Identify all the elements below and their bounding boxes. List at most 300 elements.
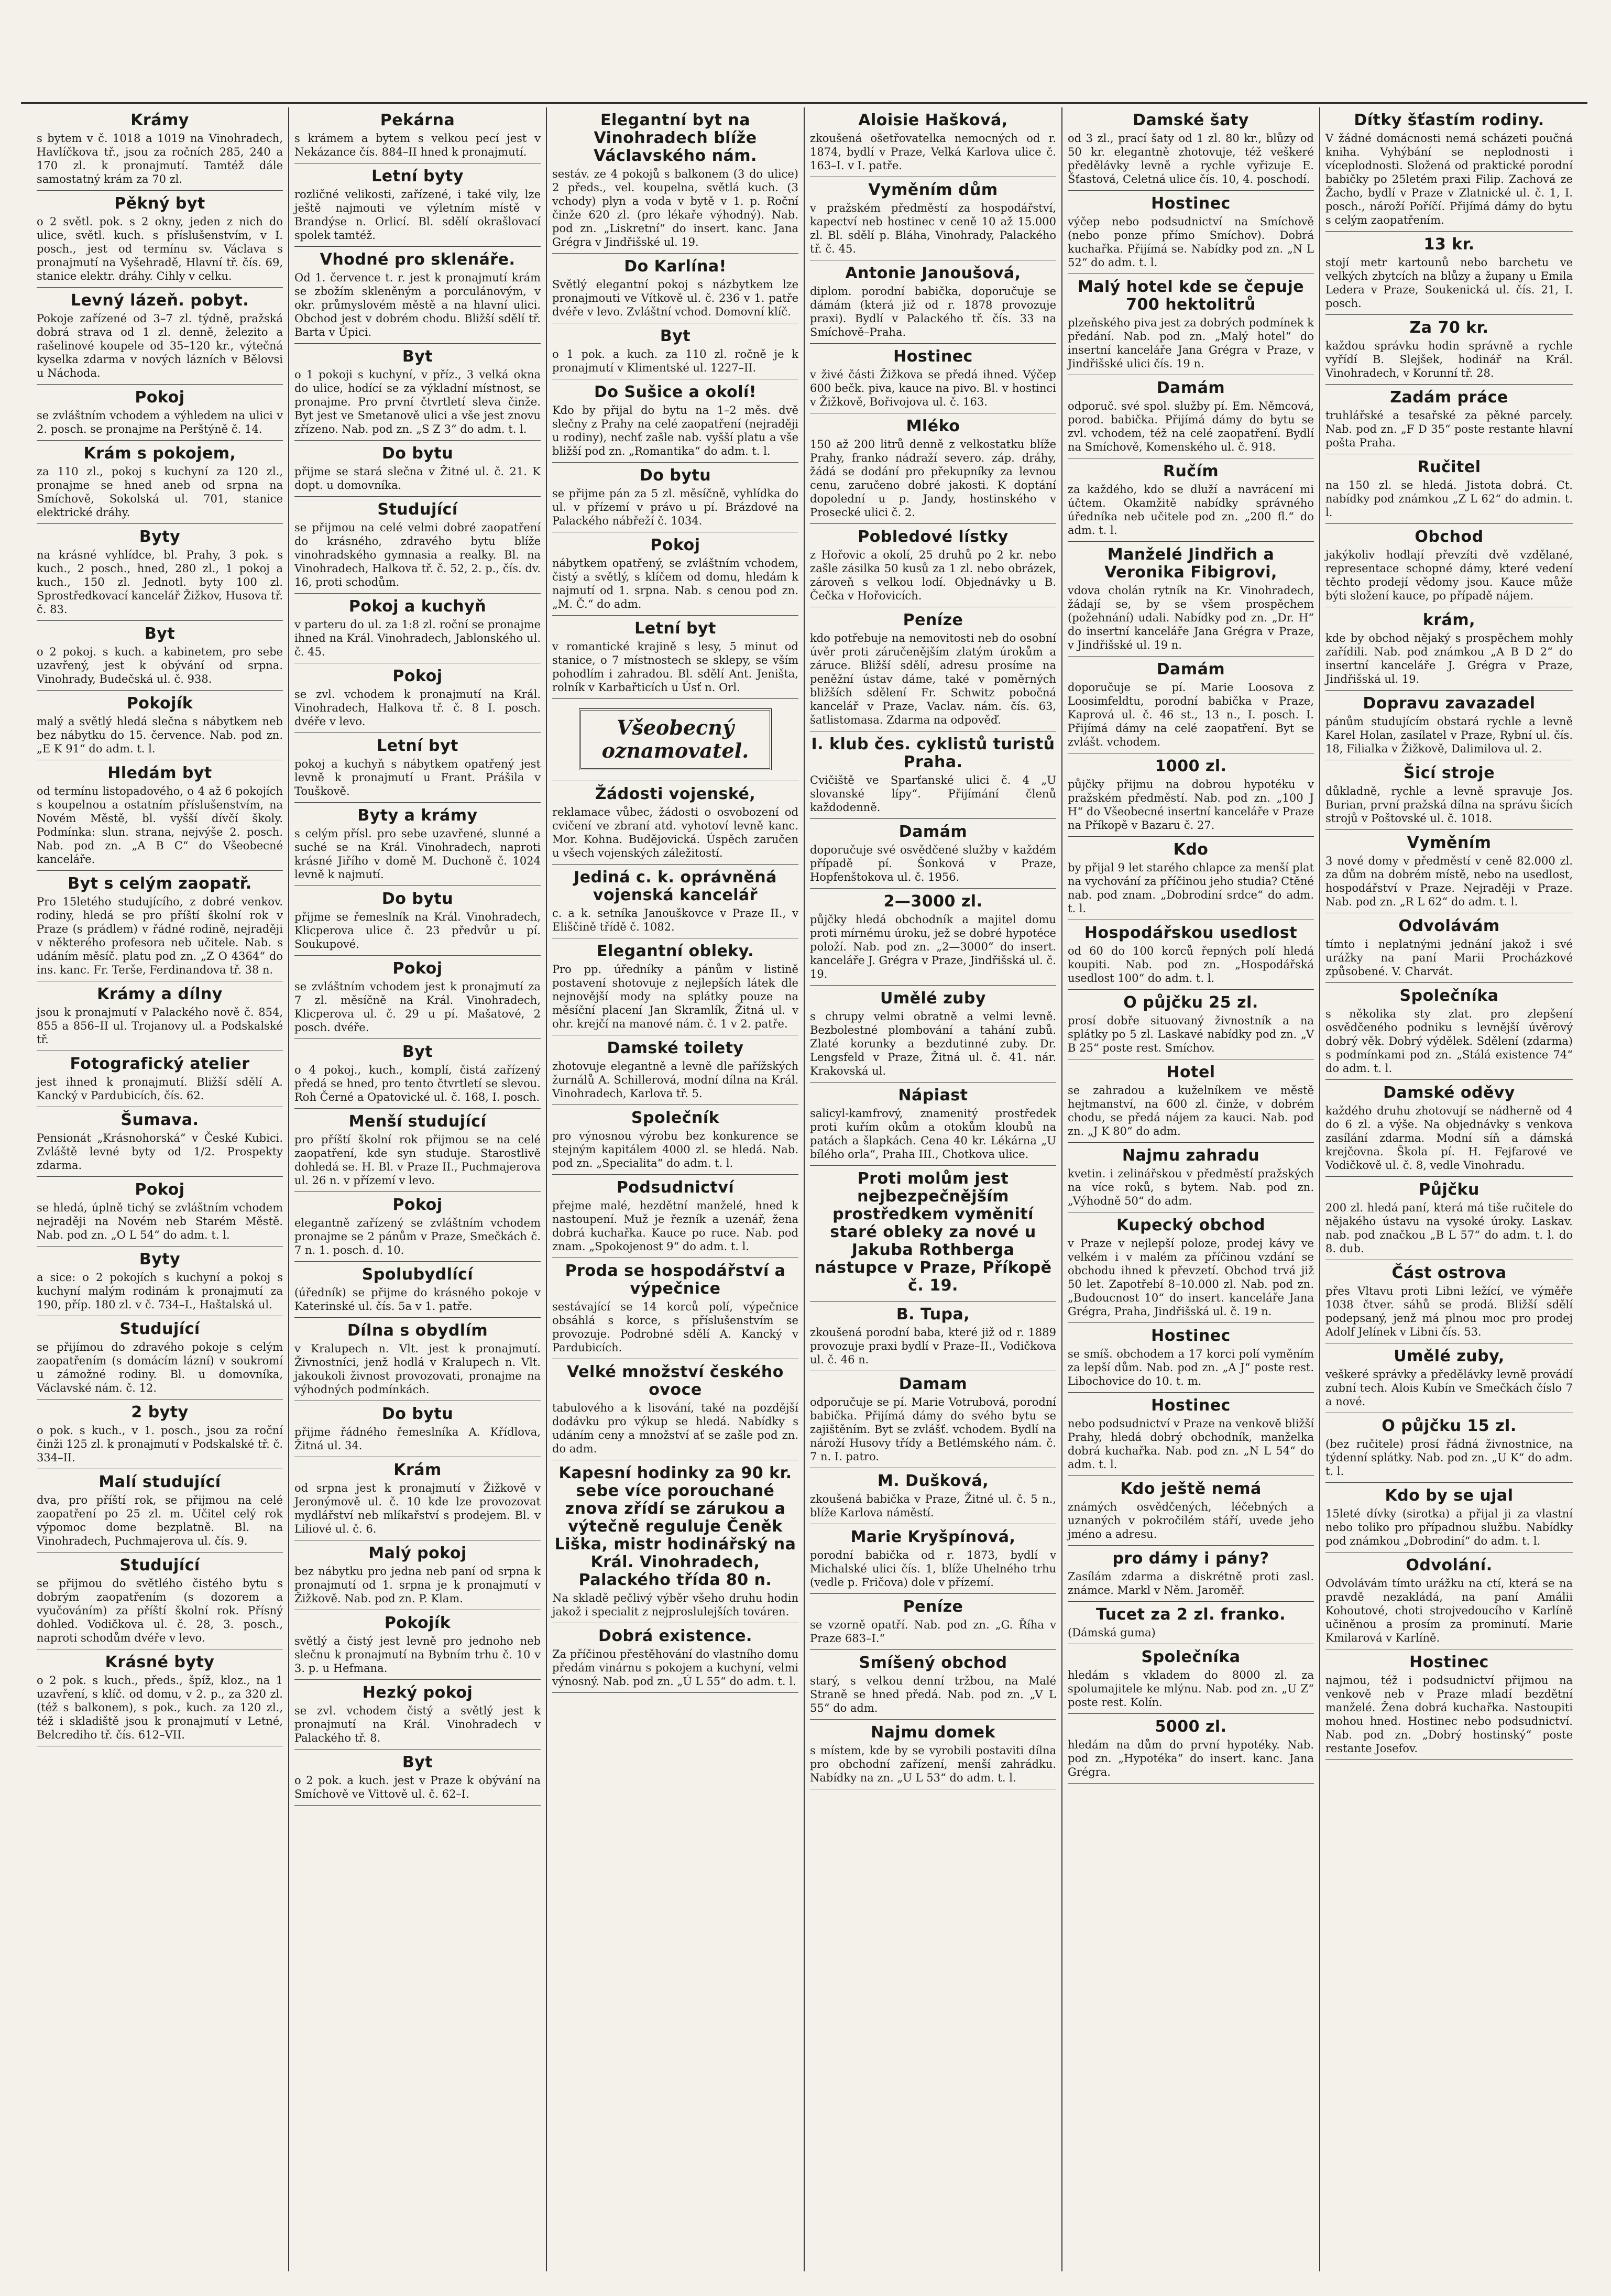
ad-body: sestávající se 14 korců polí, výpečnice obsáhlá s korce, s příslušenstvím se provozuje. Podrobné sdělí A. Kancký v Pardubicích. [552,1300,798,1354]
ad-title: Žádosti vojenské, [595,785,756,803]
ad-body: nábytkem opatřený, se zvláštním vchodem, čistý a světlý, s klíčem od domu, hledám k najmutí od 1. srpna. Nab. s cenou pod zn. „M. Č.“ do adm. [552,557,798,610]
ad-title: Manželé Jindřich a Veronika Fibigrovi, [1104,545,1277,582]
ad-title: Byt [402,1043,433,1061]
ad-title: Najmu zahradu [1122,1146,1260,1165]
classified-ad [1325,983,1573,1080]
classified-ad [37,1051,283,1107]
ad-body: každého druhu zhotovují se nádherně od 4 do 6 zl. a výše. Na objednávky s venkova zasílání zdarma. Modní síň a dámská krejčovna. Škola pí. H. Fejfarové ve Vodičkově ul. č. 8, vedle Vinohradu. [1325,1105,1573,1172]
ad-body: od 3 zl., prací šaty od 1 zl. 80 kr., blůzy od 50 kr. elegantně zhotovuje, též veškeré předělávky levně a rychle vyřizuje E. Šťastová, Celetná ulice čís. 10, 4. poschodí. [1068,132,1314,185]
classified-ad [1068,542,1314,657]
classified-ad [37,621,283,691]
ad-title: Damské oděvy [1383,1084,1515,1102]
classified-ad [552,938,798,1035]
classified-ad [294,247,541,344]
ad-title: Zadám práce [1390,388,1508,407]
ad-body: přejme malé, hezdětní manželé, hned k nastoupení. Muž je řezník a uzenář, žena dobrá kuchařka. Kauce po ruce. Nab. pod znam. „Spokojenost 9“ do adm. t. l. [552,1199,798,1253]
ad-body: Pro pp. úředníky a pánům v listině postavení shotovuje z nejlepších látek dle nejnovější mody na splátky pouze na měsíční placení Jan Skramlík, Žitná ul. v ohr. krejčí na manové nám. č. 1 v 2. patře. [552,963,798,1030]
ad-body: na krásné vyhlídce, bl. Prahy, 3 pok. s kuch., 2 posch., hned, 280 zl., 1 pokoj a kuch., 150 zl. Jednotl. byty 100 zl. Sprostředkovací kancelář Žižkov, Husova tř. č. 83. [37,549,283,616]
ad-title: Do Sušice a okolí! [594,383,757,401]
classified-ad [294,497,541,594]
ad-title: Do bytu [639,466,711,485]
classified-ad [552,1359,798,1460]
ad-body: truhlářské a tesařské za pěkné parcely. Nab. pod zn. „F D 35“ poste restante hlavní pošta Praha. [1325,409,1573,449]
ad-body: (bez ručitele) prosí řádná živnostnice, na týdenní splátky. Nab. pod zn. „U K“ do adm. t. l. [1325,1438,1573,1478]
classified-ad [294,663,541,733]
ad-body: Pensionát „Krásnohorská“ v České Kubici. Zvláště levné byty od 1/2. Prospekty zdarma. [37,1132,283,1172]
classified-ad [810,1083,1056,1166]
classified-ad [294,594,541,663]
ad-title: Tucet za 2 zl. franko. [1095,1605,1286,1624]
ad-body: se zahradou a kuželníkem ve městě hejtmanství, na 600 zl. činže, v dobrém chodu, se předá nájem za kauci. Nab. pod zn. „J K 80“ do adm. [1068,1084,1314,1138]
ad-body: by přijal 9 let starého chlapce za menší plat na vychování za příčinou jeho studia? Ctěné nab. pod znam. „Dobrodiní srdce“ do adm. t. l. [1068,861,1314,915]
ad-columns [31,107,1580,2271]
ad-body: porodní babička od r. 1873, bydlí v Michalské ulici čís. 1, blíže Uhelného trhu (vedle p. Fričova) dole v přízemí. [810,1549,1056,1589]
classified-ad [37,288,283,385]
ad-title: Malý hotel kde se čepuje 700 hektolitrů [1077,278,1305,314]
classified-ad [1068,1714,1314,1784]
ad-body: s celým přísl. pro sebe uzavřené, slunné a suché se na Král. Vinohradech, naproti krásné Jiřího v domě M. Duchoně č. 1024 levně k najmutí. [294,827,541,881]
classified-ad [294,107,541,163]
ad-title: Hostinec [893,347,973,366]
classified-ad [1325,107,1573,232]
ad-body: sestáv. ze 4 pokojů s balkonem (3 do ulice) 2 předs., vel. koupelna, světlá kuch. (3 vchody) plyn a voda v bytě v 1. p. Roční činže 620 zl. (pro lékaře výhodný). Nab. pod zn. „Liskretní“ do insert. kanc. Jana Grégra v Jindřišské ul. 19. [552,168,798,248]
ad-title: Hostinec [1151,194,1231,213]
ad-body: od termínu listopadového, o 4 až 6 pokojích s koupelnou a ostatním příslušenstvím, na Novém Městě, bl. vyšší dívčí školy. Podmínka: slun. strana, nejvýše 2. posch. Nab. pod zn. „A B C“ do Všeobecné kanceláře. [37,785,283,866]
ad-title: Fotografický atelier [70,1055,250,1073]
ad-title: Do bytu [381,1405,454,1423]
ad-column-6 [1320,107,1578,2271]
classified-ad [37,1247,283,1316]
ad-body: doporučuje se pí. Marie Loosova z Loosimfeldtu, porodní babička v Praze, Kaprová ul. č. 46 st., 13 n., I. posch. I. Přijímá dámy na celé zaopatření. Byt se zvlášt. vchodem. [1068,681,1314,748]
ad-body: přijme se stará slečna v Žitné ul. č. 21. K dopt. u domovníka. [294,465,541,491]
classified-ad [294,1318,541,1401]
ad-body: s chrupy velmi obratně a velmi levně. Bezbolestné plombování a tahání zubů. Zlaté korunky a bezdutinné zuby. Dr. Lengsfeld v Praze, Žitná ul. č. 41. nár. Krakovská ul. [810,1010,1056,1077]
classified-ad [37,1649,283,1746]
classified-ad [810,344,1056,413]
classified-ad [37,691,283,760]
ad-body: o 4 pokoj., kuch., komplí, čistá zařízený předá se hned, pro tento čtvrtletí se slevou. Roh Černé a Opatovické ul. č. 168, I. posch. [294,1064,541,1103]
ad-body: o 1 pokoji s kuchyní, v příz., 3 velká okna do ulice, hodící se za výkladní místnost, se pronajme. Pro první čtvrtletí sleva činže. Byt jest ve Smetanově ulici a vše jest znovu zřízeno. Nab. pod zn. „S Z 3“ do adm. t. l. [294,368,541,435]
classified-ad [37,1552,283,1649]
ad-body: Pokoje zařízené od 3–7 zl. týdně, pražská dobrá strava od 1 zl. denně, železito a rašelinové koupele od 35–120 kr., výtečná kyselka zdarma v nových lázních v Bělovsi u Náchoda. [37,312,283,379]
ad-body: zkoušená porodní baba, které již od r. 1889 provozuje praxi bydlí v Praze–II., Vodičkova ul. č. 46 n. [810,1326,1056,1366]
classified-ad [294,1262,541,1318]
ad-body: se zvl. vchodem čistý a světlý jest k pronajmutí na Král. Vinohradech v Palackého tř. 8. [294,1704,541,1744]
ad-body: tabulového a k lisování, také na pozdější dodávku pro výkup se hledá. Nabídky s udáním ceny a množství ať se zašle pod zn. do adm. [552,1402,798,1455]
ad-body: v Praze v nejlepší poloze, prodej kávy ve velkém i v malém za příčinou vzdání se obchodu ihned k převzetí. Obchod trvá již 50 let. Zapotřebí 8–10.000 zl. Nab. pod zn. „Budoucnost 10“ do insert. kanceláře Jana Grégra, Praha, Jindřišská ul. č. 19 n. [1068,1237,1314,1318]
ad-body: Za příčinou přestěhování do vlastního domu předám vinárnu s pokojem a kuchyní, velmi výnosný. Nab. pod zn. „Ú L 55“ do adm. t. l. [552,1648,798,1688]
classified-ad [810,1371,1056,1468]
ad-body: malý a světlý hledá slečna s nábytkem neb bez nábytku do 15. července. Nab. pod zn. „E K 91“ do adm. t. l. [37,715,283,755]
ad-body: c. a k. setníka Janouškovce v Praze II., v Eliščině třídě č. 1082. [552,907,798,933]
classified-ad [552,463,798,532]
top-rule [21,102,1587,104]
classified-ad [1068,1602,1314,1644]
ad-title: Společník [631,1109,720,1127]
classified-ad [294,344,541,441]
ad-title: Pokoj [392,959,443,978]
ad-body: pro výnosnou výrobu bez konkurence se stejným kapitálem 4000 zl. se hledá. Nab. pod zn. „Specialita“ do adm. t. l. [552,1130,798,1169]
ad-title: Smíšený obchod [859,1654,1007,1672]
ad-body: plzeňského piva jest za dobrých podmínek k předání. Nab. pod zn. „Malý hotel“ do insertní kanceláře Jana Grégra v Praze, v Jindřišské ulici čís. 19 n. [1068,316,1314,370]
classified-ad [37,1400,283,1469]
ad-title: Letní byt [634,619,716,638]
classified-ad [294,1401,541,1457]
ad-body: 3 nové domy v předměstí v ceně 82.000 zl. za dům na dobrém místě, nebo na usedlost, hospodářství v Praze. Nejraději v Praze. Nab. pod zn. „R L 62“ do adm. t. l. [1325,855,1573,908]
ad-title: Pokoj [135,1180,185,1199]
ad-title: Aloisie Hašková, [858,111,1008,129]
ad-column-3 [547,107,805,2271]
classified-ad [552,254,798,323]
ad-body: světlý a čistý jest levně pro jednoho neb slečnu k pronajmutí na Bybním trhu č. 10 v 3. p. u Hefmana. [294,1635,541,1675]
classified-ad [552,1035,798,1105]
classified-ad [294,1109,541,1192]
ad-title: Pobledové lístky [858,528,1009,546]
ad-body: důkladně, rychle a levně spravuje Jos. Burian, první pražská dílna na správu šicích strojů v Poštovské ul. č. 1018. [1325,785,1573,825]
classified-ad [810,819,1056,889]
ad-title: Do bytu [381,890,454,908]
ad-title: Pokoj [392,1196,443,1214]
classified-ad [810,177,1056,260]
ad-body: a sice: o 2 pokojích s kuchyní a pokoj s kuchyní malým rodinám k pronajmutí za 190, příp. 180 zl. v č. 734–I., Haštalská ul. [37,1271,283,1311]
ad-title: Kdo [1173,840,1209,859]
classified-ad [552,1258,798,1359]
ad-title: Damám [1156,379,1225,397]
ad-body: o 2 pokoj. s kuch. a kabinetem, pro sebe uzavřený, jest k obývání od srpna. Vinohrady, Budečská ul. č. 938. [37,646,283,685]
ad-body: od srpna jest k pronajmutí v Žižkově v Jeronýmově ul. č. 10 kde lze provozovat mydlářství neb mlíkařství s prodejem. Bl. v Liliové ul. č. 6. [294,1482,541,1535]
classified-ad [810,1594,1056,1650]
classified-ad [1325,1413,1573,1483]
ad-title: I. klub čes. cyklistů turistů Praha. [811,735,1055,771]
classified-ad [552,781,798,865]
classified-ad [810,1650,1056,1720]
ad-body: se zvláštním vchodem jest k pronajmutí za 7 zl. měsíčně na Král. Vinohradech, Klicperova ul. č. 29 u pí. Mašatové, 2 posch. dvéře. [294,980,541,1034]
ad-title: Šumava. [120,1111,199,1129]
ad-title: Odvolávám [1398,917,1500,935]
classified-ad [810,607,1056,731]
classified-ad [294,1192,541,1262]
ad-body: hledám na dům do první hypotéky. Nab. pod zn. „Hypotéka“ do insert. kanc. Jana Grégra. [1068,1739,1314,1778]
ad-title: Vyměním [1407,834,1492,852]
ad-body: rozličné velikosti, zařízené, i také vily, lze ještě najmouti ve výletním místě v Brandýse n. Orlicí. Bl. sdělí okrašlovací spolek tamtéž. [294,188,541,242]
classified-ad [1068,1323,1314,1393]
ad-title: Ručím [1163,462,1219,480]
ad-title: Podsudnictví [616,1178,735,1197]
ad-body: každou správku hodin správně a rychle vyřídí B. Slejšek, hodinář na Král. Vinohradech, v Korunní tř. 28. [1325,340,1573,379]
classified-ad [1325,1177,1573,1260]
classified-ad [1325,1649,1573,1760]
ad-title: Malí studující [98,1473,221,1491]
ad-body: s několika sty zlat. pro zlepšení osvědčeného podniku s levnější úvěrový dobrý věk. Dobrý výdělek. Sdělení (zdarma) s podmínkami pod zn. „Stálá existence 74“ do adm. t. l. [1325,1008,1573,1075]
ad-body: v parteru do ul. za 1:8 zl. roční se pronajme ihned na Král. Vinohradech, Jablonského ul. č. 45. [294,618,541,658]
ad-title: Byty [139,528,181,546]
section-heading-box: Všeobecný oznamovatel. [579,708,772,770]
ad-title: Jediná c. k. oprávněná vojenská kancelář [574,868,777,904]
ad-body: z Hořovic a okolí, 25 druhů po 2 kr. nebo zašle zásilka 50 kusů za 1 zl. nebo obrázek, zároveň s velkou lodí. Objednávky u B. Čečka v Hořovicích. [810,549,1056,602]
ad-body: se zvláštním vchodem a výhledem na ulici v 2. posch. se pronajme na Perštýně č. 14. [37,409,283,435]
ad-title: Byt [660,327,691,345]
ad-title: O půjčku 15 zl. [1382,1417,1517,1435]
classified-ad [1068,274,1314,375]
ad-title: Krámy [130,111,189,129]
ad-title: Za 70 kr. [1409,319,1489,337]
ad-body: Kdo by přijal do bytu na 1–2 měs. dvě slečny z Prahy na celé zaopatření (nejraději u rodiny), nechť zašle nab. vyšší platu a vše bližší pod zn. „Romantika“ do adm. t. l. [552,404,798,457]
ad-body: o 2 pok. a kuch. jest v Praze k obývání na Smíchově ve Vittově ul. č. 62–I. [294,1774,541,1800]
classified-ad [810,889,1056,986]
classified-ad [552,1105,798,1175]
classified-ad [810,731,1056,819]
ad-title: 13 kr. [1423,235,1475,254]
ad-title: Krám [393,1461,442,1479]
ad-title: Byt [144,625,176,643]
ad-title: Pokoj [392,667,443,685]
ad-title: Půjčku [1419,1180,1480,1199]
ad-body: veškeré správky a předělávky levně provádí zubní tech. Alois Kubín ve Smečkách číslo 7 a nové. [1325,1368,1573,1408]
ad-title: Hledám byt [107,764,212,782]
ad-body: vdova cholán rytník na Kr. Vinohradech, žádají se, by se všem prospěchem (požehnání) udali. Nabídky pod zn. „Dr. H“ do insertní kanceláře Jana Grégra v Praze, v Jindřišské ul. 19 n. [1068,584,1314,651]
ad-body: půjčky hledá obchodník a majitel domu proti mírnému úroku, jež se dobré hypotéce položí. Nab. pod zn. „2—3000“ do insert. kanceláře J. Grégra v Praze, Jindřišská ul. č. 19. [810,913,1056,980]
ad-body: se přijímou do zdravého pokoje s celým zaopatřením (s domácím lázní) v soukromí u zámožné rodiny. Bl. u domovníka, Václavské nám. č. 12. [37,1341,283,1394]
ad-body: 150 až 200 litrů denně z velkostatku blíže Prahy, franko nádraží severo. záp. dráhy, žádá se dodání pro překupníky za levnou cenu, zaručeno dobré jakosti. K doptání dopolední u p. Jandy, hostinského v Prosecké ulici č. 2. [810,438,1056,519]
ad-body: v pražském předměstí za hospodářství, kapectví neb hostinec v ceně 10 až 15.000 zl. Bl. sdělí p. Bláha, Vinohrady, Palackého tř. č. 45. [810,202,1056,255]
ad-title: Dopravu zavazadel [1363,694,1536,713]
ad-body: kvetin. i zelinářskou v předměstí pražských na více roků, s bytem. Nab. pod zn. „Výhodně 50“ do adm. [1068,1167,1314,1207]
ad-title: Hostinec [1409,1653,1489,1671]
classified-ad [294,886,541,956]
classified-ad [552,107,798,254]
classified-ad [1325,1343,1573,1413]
ad-title: Nápiast [898,1086,968,1105]
classified-ad [810,1468,1056,1524]
ad-title: Šicí stroje [1403,764,1495,782]
ad-body: Cvičiště ve Sparťanské ulici č. 4 „U slovanské lípy“. Přijímání členů každodenně. [810,774,1056,814]
ad-body: se přijme pán za 5 zl. měsíčně, vyhlídka do ul. v přízemí v právo u pí. Brázdové na Palackého nábřeží č. 1034. [552,487,798,527]
ad-title: Peníze [903,1598,963,1616]
classified-ad [810,1524,1056,1594]
ad-title: Letní byt [377,737,458,755]
classified-ad [37,1469,283,1552]
ad-body: pokoj a kuchyň s nábytkem opatřený jest levně k pronajmutí u Frant. Prášila v Touškově. [294,758,541,797]
ad-body: diplom. porodní babička, doporučuje se dámám (která již od r. 1878 provozuje praxi). Bydlí v Palackého tř. čís. 33 na Smíchově–Praha. [810,285,1056,338]
classified-ad [1068,1143,1314,1212]
ad-title: Elegantní obleky. [597,942,754,960]
classified-ad [294,163,541,247]
classified-ad [37,760,283,871]
ad-body: Pro 15letého studujícího, z dobré venkov. rodiny, hledá se pro příští školní rok v Praze (s prádlem) v řádné rodině, nejraději v některého profesora neb učitele. Nab. s udáním měsíč. platu pod zn. „Z O 4364“ do ins. kanc. Fr. Terše, Ferdinandova tř. 38 n. [37,895,283,976]
classified-ad [37,441,283,524]
classified-ad [294,1680,541,1750]
ad-title: Pekárna [380,111,455,129]
classified-ad [1068,1546,1314,1602]
ad-title: Část ostrova [1391,1264,1507,1282]
ad-title: Najmu domek [871,1723,995,1742]
ad-title: Studující [119,1320,200,1338]
ad-title: 2—3000 zl. [883,892,983,911]
classified-ad [1068,1212,1314,1323]
ad-title: pro dámy i pány? [1112,1549,1269,1568]
ad-title: Do Karlína! [624,257,727,276]
ad-title: Krásné byty [105,1653,215,1671]
ad-body: Zasílám zdarma a diskrétně proti zasl. známce. Markl v Něm. Jaroměř. [1068,1570,1314,1597]
ad-body: odporuč. své spol. služby pí. Em. Němcová, porod. babička. Přijímá dámy do bytu se zvl. vchodem, též na celé zaopatření. Bydlí na Smíchově, Komenského ul. č. 918. [1068,400,1314,453]
ad-body: se přijmou na celé velmi dobré zaopatření do krásného, zdravého bytu blíže vinohradského gymnasia a realky. Bl. na Vinohradech, Halkova tř. č. 52, 2. p., čís. dv. 16, proti schodům. [294,521,541,588]
classified-ad [37,524,283,621]
ad-body: tímto i neplatnými jednání jakož i své urážky na paní Marii Procházkové způsobené. V. Charvát. [1325,938,1573,978]
ad-body: se smíš. obchodem a 17 korci polí vyměním za lepší dům. Nab. pod zn. „A J“ poste rest. Libochovice do 10. t. m. [1068,1348,1314,1387]
ad-title: Studující [119,1556,200,1575]
classified-ad [810,524,1056,607]
classified-ad [1325,385,1573,454]
classified-ad [1068,990,1314,1059]
ad-body: pánům studujícím obstará rychle a levně Karel Holan, zasílatel v Praze, Rybní ul. čís. 18, Filialka v Žižkově, Dalimilova ul. 2. [1325,715,1573,755]
classified-ad [552,865,798,938]
ad-title: Damské toilety [607,1039,744,1057]
ad-body: zkoušená babička v Praze, Žitné ul. č. 5 n., blíže Karlova náměstí. [810,1493,1056,1519]
classified-ad [294,1750,541,1806]
ad-body: zkoušená ošetřovatelka nemocných od r. 1874, bydlí v Praze, Velká Karlova ulice č. 163–I. v I. patře. [810,132,1056,172]
classified-ad [1068,1059,1314,1143]
ad-title: Kapesní hodinky za 90 kr. sebe více porouchané znova zřídí se zárukou a výtečně reguluje Čeněk Liška, mistr hodinářský na Král. Vinohradech, Palackého třída 80 n. [554,1464,796,1589]
ad-title: Hostinec [1151,1396,1231,1415]
ad-title: Ručitel [1417,458,1481,476]
classified-ad [37,871,283,981]
ad-title: Pokoj [650,536,700,554]
classified-ad [1325,232,1573,315]
ad-title: Malý pokoj [368,1544,467,1562]
ad-body: pro příští školní rok přijmou se na celé zaopatření, kde syn studuje. Starostlivě dohledá se. H. Bl. v Praze II., Puchmajerova ul. 26 n. v přízemí v levo. [294,1133,541,1187]
ad-title: Studující [377,500,458,519]
ad-body: přijme se řemeslník na Král. Vinohradech, Klicperova ulice č. 23 předvůr u pí. Soukupové. [294,911,541,950]
ad-body: kde by obchod nějaký s prospěchem mohly zařídili. Nab. pod známkou „A B D 2“ do insertní kanceláře J. Grégra v Praze, Jindřišská ul. 19. [1325,632,1573,685]
ad-body: Na skladě pečlivý výběr všeho druhu hodin jakož i specialit z nejproslulejších továren. [552,1592,798,1618]
classified-ad [1325,315,1573,385]
ad-body: dva, pro příští rok, se přijmou na celé zaopatření po 25 zl. m. Učitel celý rok výpomoc dome bezplatně. Bl. na Vinohradech, Puchmajerova ul. čís. 9. [37,1494,283,1547]
ad-title: Mléko [906,417,960,435]
ad-title: Společníka [1399,987,1499,1005]
ad-body: se hledá, úplně tichý se zvláštním vchodem nejraději na Novém neb Starém Městě. Nab. pod zn. „O L 54“ do adm. t. l. [37,1201,283,1241]
classified-ad [1325,1080,1573,1177]
ad-body: v romantické krajině s lesy, 5 minut od stanice, o 7 místnostech se sklepy, se vším pohodlím i zahradou. Bl. sdělí Ant. Jeništa, rolník v Karbařticích u Úsť n. Orl. [552,640,798,694]
ad-body: přes Vltavu proti Libni ležící, ve výměře 1038 čtver. sáhů se prodá. Bližší sdělí podepsaný, jenž má plnou moc pro prodej Adolf Jelínek v Libni čís. 53. [1325,1285,1573,1338]
ad-body: (úředník) se přijme do krásného pokoje v Katerinské ul. čís. 5a v 1. patře. [294,1286,541,1313]
ad-body: v živé části Žižkova se předá ihned. Výčep 600 bečk. piva, kauce na pivo. Bl. v hostinci v Žižkově, Bořivojova ul. č. 163. [810,368,1056,408]
ad-body: V žádné domácnosti nemá scházeti poučná kniha. Vyhýbání se neplodnosti i víceplodnosti. Složená od praktické porodní babičky po 25letém praxi Filip. Zachová ze Žacho, bydlí v Praze v Zlatnické ul. č. 1, I. posch., nároží Poříčí. Přijímá dámy do bytu s celým zaopatřením. [1325,132,1573,226]
ad-title: Hostinec [1151,1327,1231,1345]
ad-body: přijme řádného řemeslníka A. Křídlova, Žitná ul. 34. [294,1426,541,1452]
classified-ad [37,1177,283,1247]
ad-title: B. Tupa, [896,1305,970,1324]
ad-title: Levný lázeň. pobyt. [70,291,249,310]
ad-body: jakýkoliv hodlají převzíti dvě vzdělané, representace schopné dámy, které vedení těchto prodejí vědomy jsou. Kauce může býti složení kauce, po případě nájem. [1325,549,1573,602]
ad-title: Damám [1156,660,1225,679]
classified-ad [294,1039,541,1109]
ad-title: Dítky šťastím rodiny. [1354,111,1544,129]
ad-title: O půjčku 25 zl. [1123,993,1258,1012]
ad-body: jest ihned k pronajmutí. Bližší sdělí A. Kancký v Pardubicích, čís. 62. [37,1076,283,1102]
classified-ad [294,1610,541,1680]
classified-ad [1325,454,1573,524]
classified-ad [37,107,283,191]
ad-body: salicyl-kamfrový, znamenitý prostředek proti kuřím okům a otokům kloubů na patách a šlapkách. Cena 40 kr. Lékárna „U bílého orla“, Praha III., Chotkova ulice. [810,1107,1056,1161]
classified-ad [37,385,283,441]
classified-ad [294,1540,541,1610]
ad-title: Pěkný byt [114,194,205,213]
classified-ad [1068,1476,1314,1546]
ad-title: Odvolání. [1406,1556,1493,1575]
ad-title: Proti molům jest nejbezpečnějším prostředkem vyměnití staré obleky za nové u Jakuba Rothberga nástupce v Praze, Příkopě č. 19. [814,1169,1052,1295]
ad-body: jsou k pronajmutí v Palackého nově č. 854, 855 a 856–II ul. Trojanovy ul. a Podskalské tř. [37,1006,283,1046]
ad-title: Kdo ještě nemá [1120,1480,1262,1498]
classified-ad [1325,1552,1573,1649]
ad-column-5 [1062,107,1320,2271]
classified-ad [552,532,798,616]
ad-body: se vzorně opatří. Nab. pod zn. „G. Říha v Praze 683–I.“ [810,1619,1056,1645]
classified-ad [1068,837,1314,920]
classified-ad [1068,107,1314,191]
classified-ad [294,1457,541,1540]
ad-title: Do bytu [381,444,454,463]
ad-body: na 150 zl. se hledá. Jistota dobrá. Ct. nabídky pod známkou „Z L 62“ do admin. t. l. [1325,479,1573,519]
classified-ad [552,1175,798,1258]
classified-ad [294,803,541,886]
ad-column-4 [805,107,1062,2271]
ad-body: (Dámská guma) [1068,1626,1156,1639]
classified-ad [552,1460,798,1623]
ad-title: Antonie Janoušová, [845,264,1021,282]
classified-ad [1325,524,1573,607]
ad-body: o 1 pok. a kuch. za 110 zl. ročně je k pronajmutí v Klimentské ul. 1227–II. [552,348,798,374]
ad-body: se zvl. vchodem k pronajmutí na Král. Vinohradech, Halkova tř. č. 8 I. posch. dvéře v levo. [294,688,541,728]
ad-title: 1000 zl. [1155,757,1227,775]
ad-title: Velké množství českého ovoce [567,1363,784,1399]
classified-ad [552,379,798,463]
ad-body: reklamace vůbec, žádosti o osvobození od cvičení ve zbraní atd. vyhotoví levně kanc. Mor. Kohna. Budějovická. Úspěch zaručen u všech vojenských záležitostí. [552,806,798,859]
ad-title: Pokoj [135,388,185,407]
ad-title: Damám [898,823,968,841]
ad-title: Vyměním dům [868,181,998,199]
ad-body: najmou, též i podsudnictví přijmou na venkově neb v Praze mladí bezdětní manželé. Žena dobrá kuchařka. Nastoupiti mohou hned. Hostinec nebo podsudnictví. Nab. pod zn. „Dobrý hostinský“ poste restante Josefov. [1325,1674,1573,1755]
ad-title: Pokoj a kuchyň [348,597,487,616]
ad-body: stojí metr kartounů nebo barchetu ve velkých zbytcích na blůzy a župany u Emila Ledera v Praze, Soukenická ul. čís. 21, I. posch. [1325,256,1573,310]
ad-body: s místem, kde by se vyrobili postaviti dílna pro obchodní zařízení, menší zahrádku. Nabídky na zn. „U L 53“ do adm. t. l. [810,1744,1056,1784]
classified-ad [1325,913,1573,983]
ad-body: hledám s vkladem do 8000 zl. za spolumajitele ke mlýnu. Nab. pod zn. „U Z“ poste rest. Kolín. [1068,1669,1314,1709]
ad-title: 2 byty [131,1403,189,1422]
classified-ad [552,323,798,379]
ad-title: Dílna s obydlím [347,1321,488,1340]
ad-title: Krámy a dílny [97,985,223,1003]
ad-title: Umělé zuby, [1394,1347,1505,1365]
ad-body: o 2 pok. s kuch., předs., špíž, kloz., na 1 uzavření, s klíč. od domu, v 2. p., za 320 zl. (též s balkonem), s pok., kuch. za 120 zl., též i skladiště jsou k pronajmutí v Letné, Belcrediho tř. čís. 612–VII. [37,1674,283,1741]
ad-body: s krámem a bytem s velkou pecí jest v Nekázance čís. 884–II hned k pronajmutí. [294,132,541,158]
classified-ad [552,699,798,781]
ad-body: za každého, kdo se dluží a navrácení mi účtem. Okamžitě nabídky správného úředníka neb učitele pod zn. „200 fl.“ do adm. t. l. [1068,483,1314,537]
ad-title: Umělé zuby [880,989,986,1008]
ad-body: se přijmou do světlého čistého bytu s dobrým zaopatřením (s dozorem a vyučováním) za příští školní rok. Přísný dohled. Vodičkova ul. č. 28, 3. posch., naproti schodům dvéře v levo. [37,1577,283,1644]
ad-body: prosí dobře situovaný živnostník a na splátky po 5 zl. Laskavé nabídky pod zn. „V B 25“ poste rest. Smíchov. [1068,1014,1314,1054]
classified-ad [294,956,541,1039]
ad-body: 15leté dívky (sirotka) a přijal ji za vlastní nebo toliko pro případnou službu. Nabídky pod známkou „Dobrodiní“ do adm. t. l. [1325,1507,1573,1547]
ad-title: Peníze [903,611,963,629]
classified-ad [1325,1260,1573,1343]
classified-ad [37,1107,283,1177]
ad-body: Od 1. července t. r. jest k pronajmutí krám se zbožím skleněným a porculánovým, v okr. průmyslovém městě a na hlavní ulici. Obchod jest v dobrém chodu. Bližší sdělí tř. Barta v Úpici. [294,271,541,338]
ad-title: Damské šaty [1133,111,1249,129]
ad-title: Menší studující [348,1112,487,1131]
classified-ad [37,191,283,288]
ad-column-2 [289,107,547,2271]
ad-title: M. Dušková, [877,1472,989,1490]
